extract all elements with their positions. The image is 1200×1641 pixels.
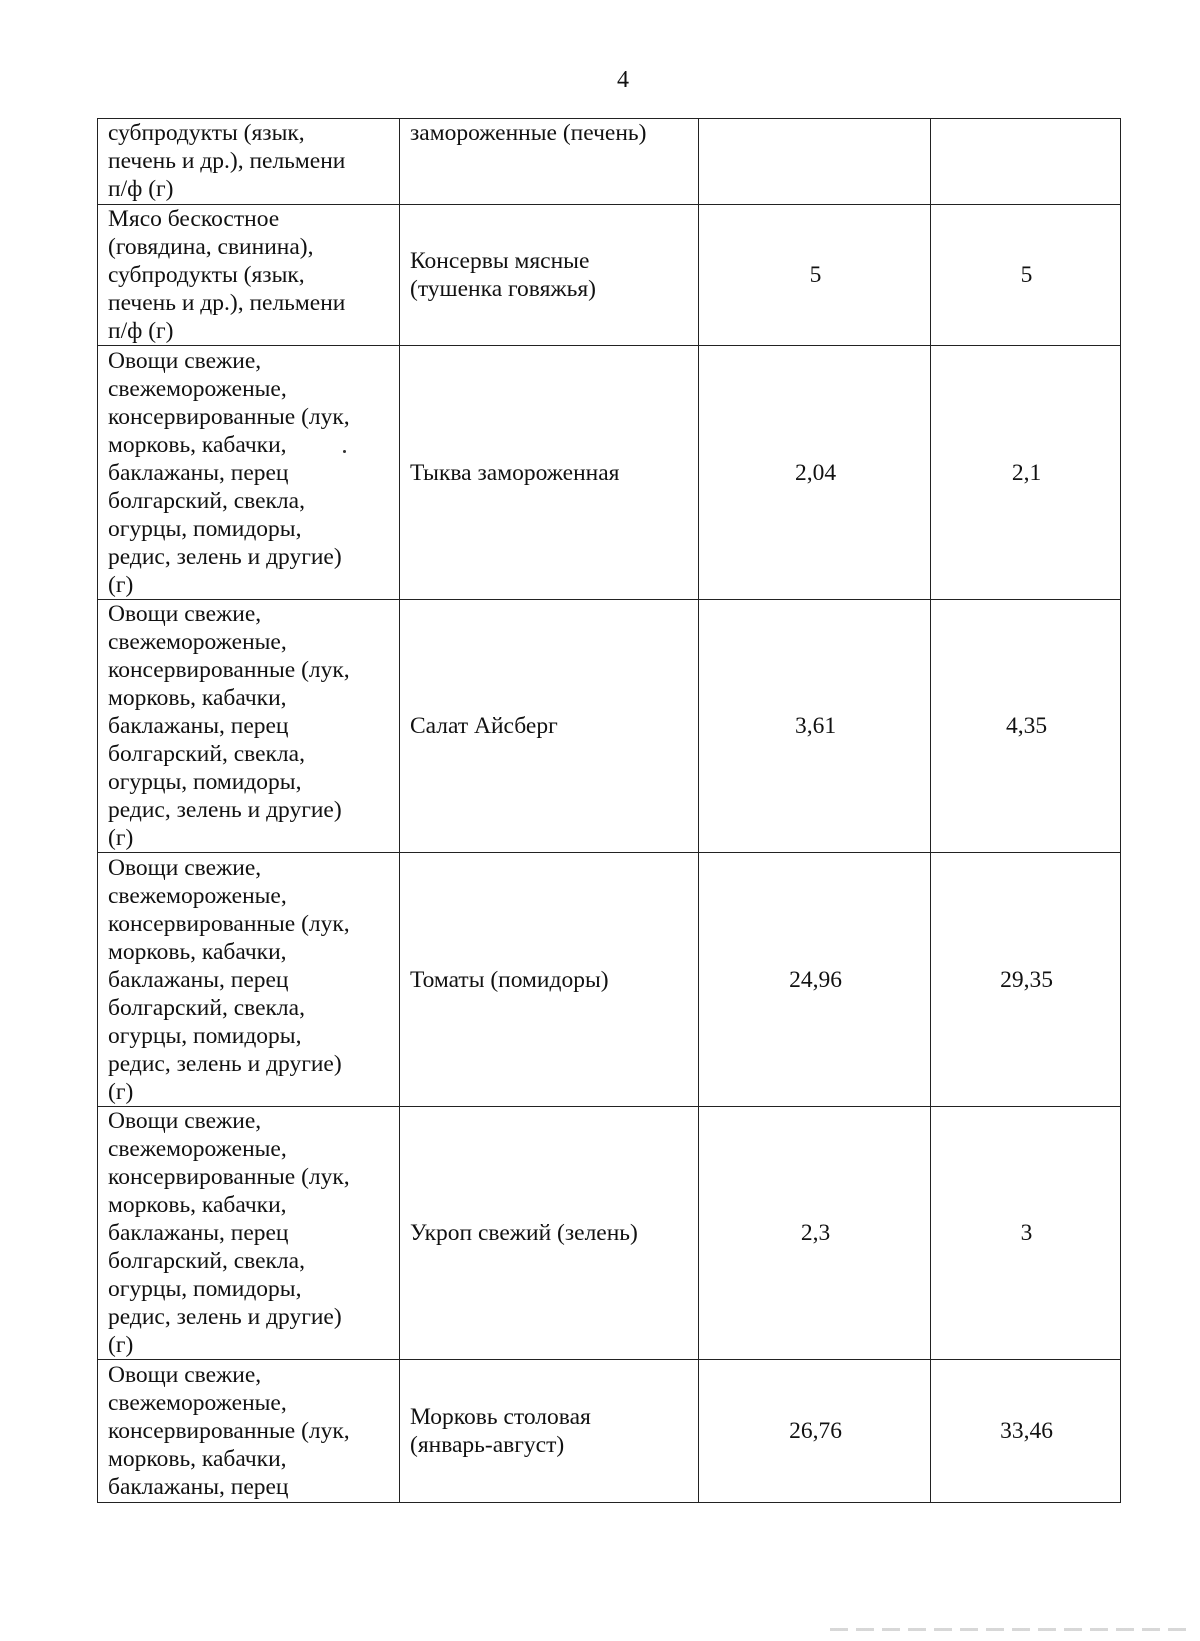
product-text: Тыква замороженная [410, 459, 620, 486]
value1-cell [699, 853, 931, 1107]
products-table [97, 118, 1121, 1503]
page-number: 4 [617, 67, 629, 93]
category-text: Овощи свежие, свежемороженые, консервированные (лук, морковь, кабачки, баклажаны, перец [108, 1362, 350, 1500]
value2-cell [931, 600, 1121, 853]
product-cell [400, 346, 699, 600]
value1-cell [699, 205, 931, 346]
category-text: субпродукты (язык, печень и др.), пельмени п/ф (г) [108, 120, 346, 202]
value2-text: 29,35 [1000, 966, 1053, 993]
table-row [98, 1360, 1121, 1503]
value2-text: 33,46 [1000, 1418, 1053, 1444]
product-text: Морковь столовая (январь-август) [410, 1404, 591, 1458]
category-text: Мясо бескостное (говядина, свинина), субпродукты (язык, печень и др.), пельмени п/ф (г) [108, 206, 346, 344]
value1-text: 2,3 [800, 1220, 831, 1246]
value2-text: 4,35 [1005, 713, 1048, 739]
scan-artifact [830, 1628, 1190, 1631]
category-cell [98, 1360, 400, 1503]
value1-text: 26,76 [789, 1418, 842, 1444]
value1-cell [699, 1360, 931, 1503]
product-cell [400, 600, 699, 853]
scan-speck [343, 450, 346, 453]
product-text: Укроп свежий (зелень) [410, 1220, 638, 1246]
category-cell [98, 853, 400, 1107]
table-row [98, 346, 1121, 600]
value1-text: 5 [809, 262, 822, 288]
value2-cell [931, 119, 1121, 205]
product-cell [400, 1360, 699, 1503]
value2-text: 3 [1020, 1220, 1033, 1246]
product-cell [400, 119, 699, 205]
value1-text: 24,96 [789, 966, 842, 993]
product-cell [400, 1107, 699, 1360]
value1-cell [699, 1107, 931, 1360]
category-cell [98, 346, 400, 600]
value1-cell [699, 600, 931, 853]
value2-cell [931, 1360, 1121, 1503]
category-cell [98, 600, 400, 853]
value1-text: 2,04 [794, 459, 837, 486]
product-text: замороженные (печень) [410, 120, 647, 146]
value2-cell [931, 1107, 1121, 1360]
category-cell [98, 119, 400, 205]
value2-cell [931, 853, 1121, 1107]
product-text: Салат Айсберг [410, 713, 558, 739]
category-text: Овощи свежие, свежемороженые, консервированные (лук, морковь, кабачки, баклажаны, перец болгарский, свекла, огурцы, помидоры, редис, зелень и другие) (г) [108, 1108, 350, 1358]
category-text: Овощи свежие, свежемороженые, консервированные (лук, морковь, кабачки, баклажаны, перец болгарский, свекла, огурцы, помидоры, редис, зелень и другие) (г) [108, 601, 350, 851]
table-row [98, 1107, 1121, 1360]
value2-text: 5 [1020, 262, 1033, 288]
table-row [98, 205, 1121, 346]
category-cell [98, 205, 400, 346]
value2-cell [931, 346, 1121, 600]
value2-text: 2,1 [1011, 459, 1042, 486]
value1-text: 3,61 [794, 713, 837, 739]
value1-cell [699, 346, 931, 600]
table-row [98, 119, 1121, 205]
category-text: Овощи свежие, свежемороженые, консервированные (лук, морковь, кабачки, баклажаны, перец болгарский, свекла, огурцы, помидоры, редис, зелень и другие) (г) [108, 854, 350, 1105]
table-row [98, 853, 1121, 1107]
value2-cell [931, 205, 1121, 346]
product-cell [400, 205, 699, 346]
category-cell [98, 1107, 400, 1360]
value1-cell [699, 119, 931, 205]
category-text: Овощи свежие, свежемороженые, консервированные (лук, морковь, кабачки, баклажаны, перец болгарский, свекла, огурцы, помидоры, редис, зелень и другие) (г) [108, 347, 350, 598]
product-cell [400, 853, 699, 1107]
product-text: Консервы мясные (тушенка говяжья) [410, 248, 596, 302]
product-text: Томаты (помидоры) [410, 966, 609, 993]
table-row [98, 600, 1121, 853]
